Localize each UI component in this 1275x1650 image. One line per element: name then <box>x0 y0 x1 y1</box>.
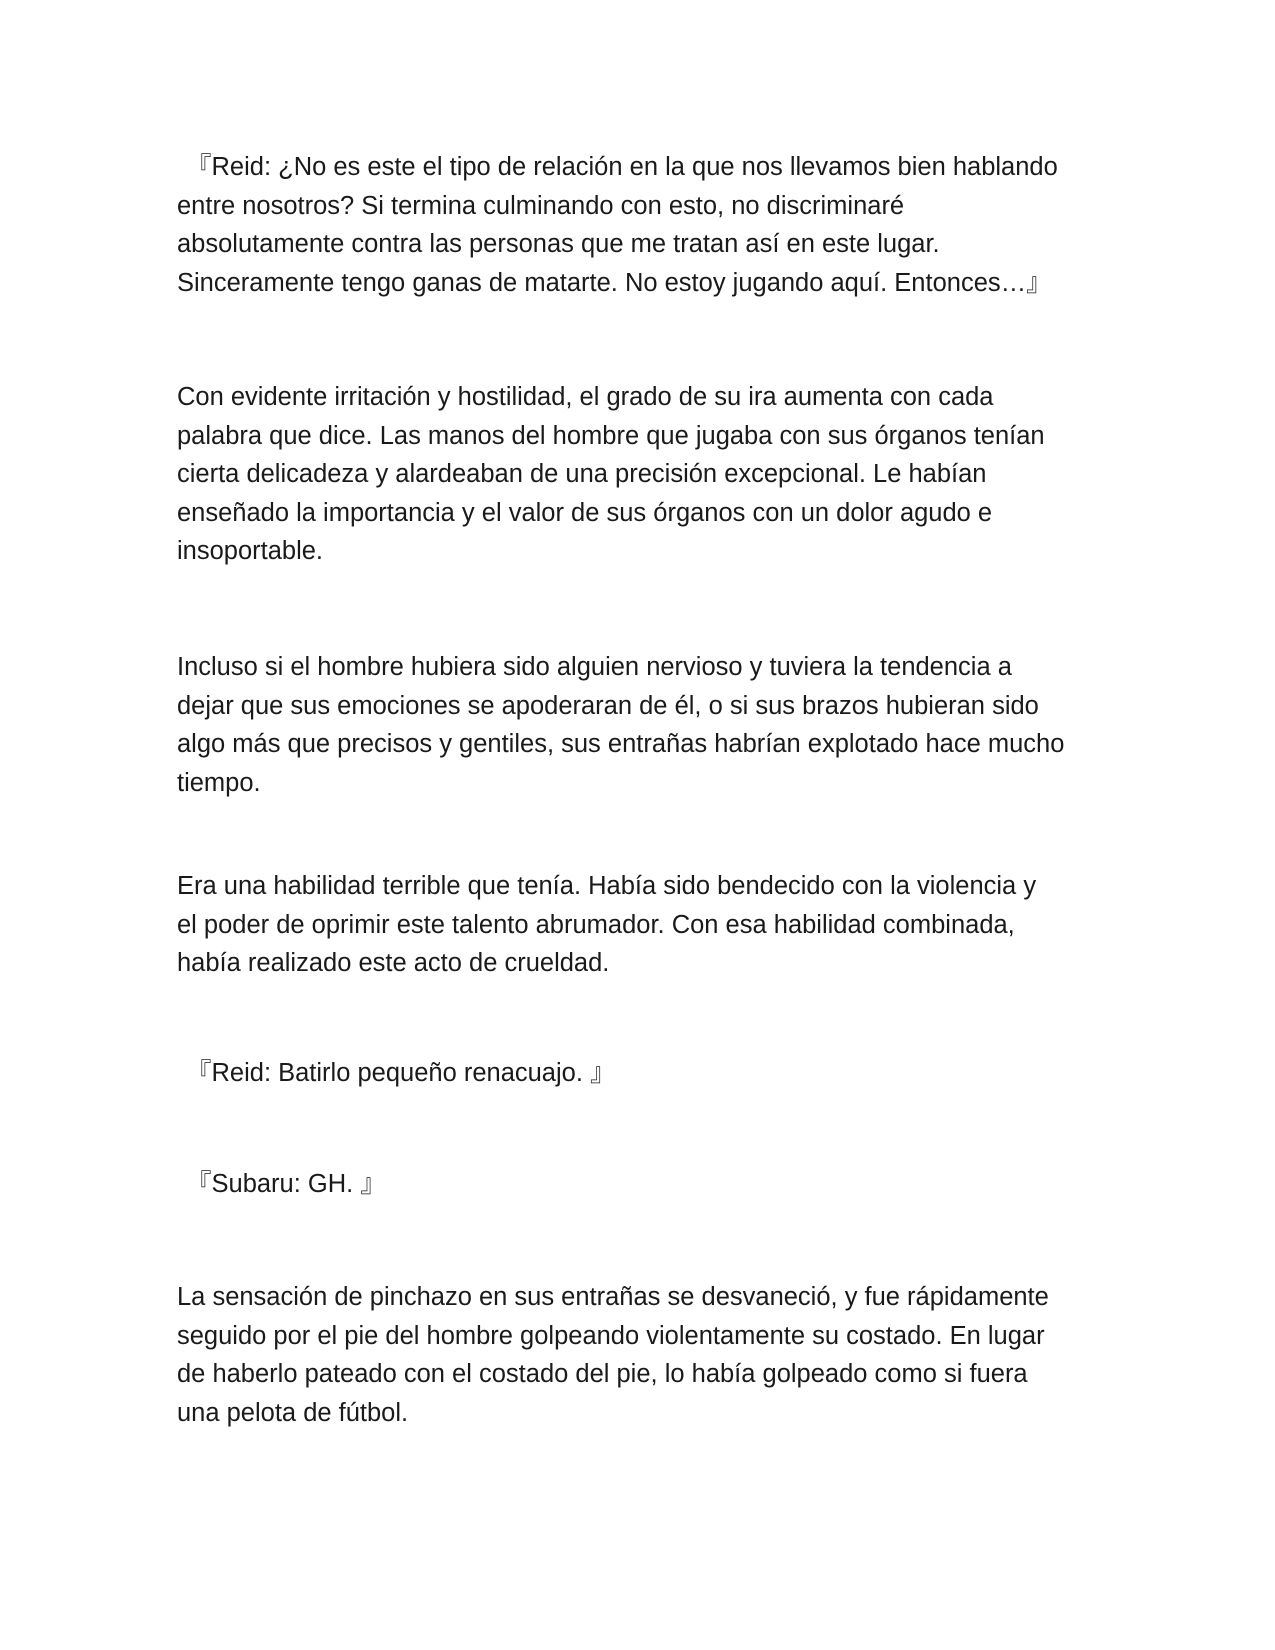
text-line: algo más que precisos y gentiles, sus entrañas habrían explotado hace mucho <box>177 730 1065 758</box>
text-line: La sensación de pinchazo en sus entrañas se desvaneció, y fue rápidamente <box>177 1283 1049 1311</box>
text-line: el poder de oprimir este talento abrumador. Con esa habilidad combinada, <box>177 910 1015 939</box>
narration-paragraph <box>177 648 1112 802</box>
text-line: entre nosotros? Si termina culminando con esto, no discriminaré <box>177 191 905 220</box>
text-line: había realizado este acto de crueldad. <box>177 949 610 977</box>
text-line: de haberlo pateado con el costado del pie, lo había golpeado como si fuera <box>177 1360 1028 1388</box>
text-line: enseñado la importancia y el valor de sus órganos con un dolor agudo e <box>177 498 993 527</box>
text-line: 『Subaru: GH. 』 <box>186 1170 386 1198</box>
text-line: Era una habilidad terrible que tenía. Había sido bendecido con la violencia y <box>177 872 1037 900</box>
text-line: dejar que sus emociones se apoderaran de él, o si sus brazos hubieran sido <box>177 691 1039 720</box>
text-line: Incluso si el hombre hubiera sido alguien nervioso y tuviera la tendencia a <box>177 653 1012 681</box>
text-line: tiempo. <box>177 768 261 797</box>
dialogue-subaru-line <box>186 1165 1121 1204</box>
narration-paragraph <box>177 1278 1112 1432</box>
dialogue-reid-paragraph <box>177 148 1121 302</box>
narration-paragraph <box>177 867 1112 983</box>
text-line: cierta delicadeza y alardeaban de una precisión excepcional. Le habían <box>177 460 987 488</box>
text-line: 『Reid: Batirlo pequeño renacuajo. 』 <box>186 1059 616 1087</box>
narration-paragraph <box>177 378 1112 571</box>
text-line: una pelota de fútbol. <box>177 1398 409 1427</box>
text-line: Sinceramente tengo ganas de matarte. No estoy jugando aquí. Entonces…』 <box>177 268 1052 297</box>
dialogue-reid-line <box>186 1054 1121 1093</box>
text-line: Con evidente irritación y hostilidad, el grado de su ira aumenta con cada <box>177 383 994 411</box>
text-line: 『Reid: ¿No es este el tipo de relación en la que nos llevamos bien hablando <box>186 153 1058 181</box>
text-line: palabra que dice. Las manos del hombre que jugaba con sus órganos tenían <box>177 421 1045 450</box>
text-line: absolutamente contra las personas que me tratan así en este lugar. <box>177 230 940 258</box>
text-line: seguido por el pie del hombre golpeando violentamente su costado. En lugar <box>177 1321 1045 1350</box>
text-line: insoportable. <box>177 537 324 565</box>
